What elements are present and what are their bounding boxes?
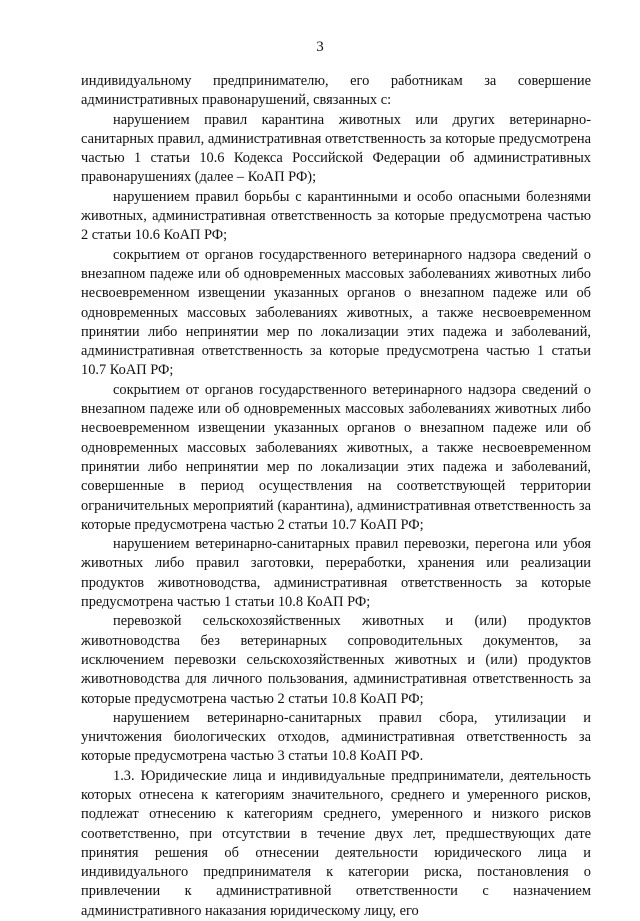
paragraph-concealment-part2: сокрытием от органов государственного ветеринарного надзора сведений о внезапном падеже или об одновременных массовых заболеваниях животных либо несвоевременном извещении указанных органов о внезапном падеже или об одновременных массовых заболеваниях животных, а также несвоевременном принятии либо непринятии мер по локализации этих падежа и заболеваний, совершенные в период осуществления на соответствующей территории ограничительных мероприятий (карантина), административная ответственность за которые предусмотрена частью 2 статьи 10.7 КоАП РФ; bbox=[81, 381, 591, 533]
page-number: 3 bbox=[316, 39, 324, 55]
paragraph-concealment-part1: сокрытием от органов государственного ветеринарного надзора сведений о внезапном падеже или об одновременных массовых заболеваниях животных либо несвоевременном извещении указанных органов о внезапном падеже или об одновременных массовых заболеваниях животных, а также несвоевременном принятии либо непринятии мер по локализации этих падежа и заболеваний, административная ответственность за которые предусмотрена частью 1 статьи 10.7 КоАП РФ; bbox=[81, 246, 591, 379]
paragraph-biological-waste-violation: нарушением ветеринарно-санитарных правил сбора, утилизации и уничтожения биологических отходов, административная ответственность за которые предусмотрена частью 3 статьи 10.8 КоАП РФ. bbox=[81, 709, 591, 765]
paragraph-transport-without-documents: перевозкой сельскохозяйственных животных и (или) продуктов животноводства без ветеринарных сопроводительных документов, за исключением перевозки сельскохозяйственных животных и (или) продуктов животноводства для личного пользования, административная ответственность за которые предусмотрена частью 2 статьи 10.8 КоАП РФ; bbox=[81, 613, 591, 707]
paragraph-continuation: индивидуальному предпринимателю, его работникам за совершение административных правонарушений, связанных с: bbox=[81, 73, 591, 109]
paragraph-disease-control-violation: нарушением правил борьбы с карантинными и особо опасными болезнями животных, административная ответственность за которые предусмотрена частью 2 статьи 10.6 КоАП РФ; bbox=[81, 188, 591, 244]
paragraph-quarantine-violation: нарушением правил карантина животных или других ветеринарно-санитарных правил, административная ответственность за которые предусмотрена частью 1 статьи 10.6 Кодекса Российской Федерации об административных правонарушениях (далее – КоАП РФ); bbox=[81, 111, 591, 186]
paragraph-section-1-3: 1.3. Юридические лица и индивидуальные предприниматели, деятельность которых отнесена к категориям значительного, среднего и умеренного рисков, подлежат отнесению к категориям среднего, умеренного и низкого рисков соответственно, при отсутствии в течение двух лет, предшествующих дате принятия решения об отнесении деятельности юридического лица и индивидуального предпринимателя к категории риска, постановления о привлечении к административной ответственности с назначением административного наказания юридическому лицу, его bbox=[81, 767, 591, 919]
document-body bbox=[81, 72, 591, 921]
paragraph-transport-violation: нарушением ветеринарно-санитарных правил перевозки, перегона или убоя животных либо правил заготовки, переработки, хранения или реализации продуктов животноводства, административная ответственность за которые предусмотрена частью 1 статьи 10.8 КоАП РФ; bbox=[81, 536, 591, 611]
